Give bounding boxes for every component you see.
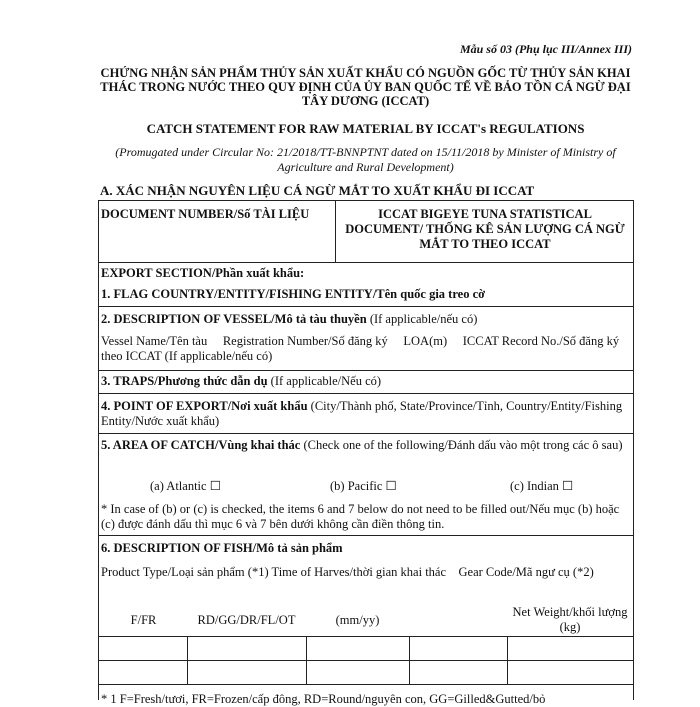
row-divider [98, 370, 633, 371]
doc-header-divider [335, 200, 336, 262]
fish-table-col-divider [507, 636, 508, 684]
fish-description-fields: Product Type/Loại sản phẩm (*1) Time of Harves/thời gian khai thác Gear Code/Mã ngư cụ (*2) [101, 565, 594, 579]
export-section-label: EXPORT SECTION/Phần xuất khẩu: [101, 266, 305, 280]
item-area-title: 5. AREA OF CATCH/Vùng khai thác [101, 438, 301, 452]
item-area-note: (Check one of the following/Đánh dấu vào một trong các ô sau) [300, 438, 623, 452]
table-left-border [98, 200, 99, 700]
option-indian-checkbox[interactable]: (c) Indian ☐ [510, 479, 574, 493]
option-atlantic-checkbox[interactable]: (a) Atlantic ☐ [150, 479, 221, 493]
item-traps [101, 374, 381, 389]
vessel-fields: Vessel Name/Tên tàu Registration Number/Số đăng ký LOA(m) ICCAT Record No./Số đăng ký theo ICCAT (If applicable/nếu có) [101, 334, 623, 363]
document-title: ICCAT BIGEYE TUNA STATISTICAL DOCUMENT/ THỐNG KÊ SẢN LƯỢNG CÁ NGỪ MẮT TO THEO ICCAT [345, 207, 625, 251]
fish-table-row-divider [98, 660, 633, 661]
item-area-of-catch [101, 438, 633, 453]
row-divider [98, 393, 633, 394]
promulgation-note: (Promugated under Circular No: 21/2018/TT-BNNPTNT dated on 15/11/2018 by Minister of Ministry of Agriculture and Rural Development) [115, 145, 616, 174]
area-note: * In case of (b) or (c) is checked, the items 6 and 7 below do not need to be filled out/Nếu mục (b) hoặc (c) được đánh dấu thì mục 6 và 7 bên dưới không cần điền thông tin. [101, 502, 620, 531]
option-pacific-checkbox[interactable]: (b) Pacific ☐ [330, 479, 397, 493]
row-divider [98, 535, 633, 536]
row-divider [98, 306, 633, 307]
form-number: Mẫu số 03 (Phụ lục III/Annex III) [459, 42, 632, 56]
item-vessel-title: 2. DESCRIPTION OF VESSEL/Mô tả tàu thuyền [101, 312, 367, 326]
title-english: CATCH STATEMENT FOR RAW MATERIAL BY ICCAT's REGULATIONS [146, 121, 585, 136]
fish-table-row-divider [98, 684, 633, 685]
item-vessel-note: (If applicable/nếu có) [366, 312, 478, 326]
col-header-ff: F/FR [130, 613, 157, 627]
fish-table-col-divider [187, 636, 188, 684]
table-top-border [98, 200, 633, 201]
document-number-label: DOCUMENT NUMBER/Số TÀI LIỆU [101, 207, 310, 221]
col-header-rd: RD/GG/DR/FL/OT [197, 613, 296, 627]
item-export-note: (City/Thành phố, State/Province/Tỉnh, Country/Entity/Fishing Entity/Nước xuất khẩu) [101, 399, 623, 428]
fish-table-col-divider [409, 636, 410, 684]
item-vessel-heading [101, 312, 631, 327]
col-header-net-weight: Net Weight/khối lượng (kg) [512, 605, 628, 634]
table-right-border [633, 200, 634, 700]
item-point-of-export [101, 399, 631, 429]
col-header-mmyy: (mm/yy) [335, 613, 380, 627]
row-divider [98, 433, 633, 434]
item-flag-country: 1. FLAG COUNTRY/ENTITY/FISHING ENTITY/Tên quốc gia treo cờ [101, 287, 486, 301]
item-export-title: 4. POINT OF EXPORT/Nơi xuất khẩu [101, 399, 308, 413]
row-divider [98, 262, 633, 263]
fish-table-col-divider [306, 636, 307, 684]
title-vietnamese: CHỨNG NHẬN SẢN PHẨM THỦY SẢN XUẤT KHẨU CÓ NGUỒN GỐC TỪ THỦY SẢN KHAI THÁC TRONG NƯỚC THEO QUY ĐỊNH CỦA ỦY BAN QUỐC TẾ VỀ BẢO TỒN CÁ NGỪ ĐẠI TÂY DƯƠNG (ICCAT) [100, 66, 631, 108]
item-fish-description: 6. DESCRIPTION OF FISH/Mô tả sản phẩm [101, 541, 343, 555]
section-a-heading: A. XÁC NHẬN NGUYÊN LIỆU CÁ NGỪ MẮT TO XUẤT KHẨU ĐI ICCAT [100, 183, 535, 198]
footnote: * 1 F=Fresh/tươi, FR=Frozen/cấp đông, RD=Round/nguyên con, GG=Gilled&Gutted/bỏ [101, 692, 546, 706]
fish-table-row-divider [98, 636, 633, 637]
item-traps-title: 3. TRAPS/Phương thức dẫn dụ [101, 374, 268, 388]
item-traps-note: (If applicable/Nếu có) [267, 374, 382, 388]
